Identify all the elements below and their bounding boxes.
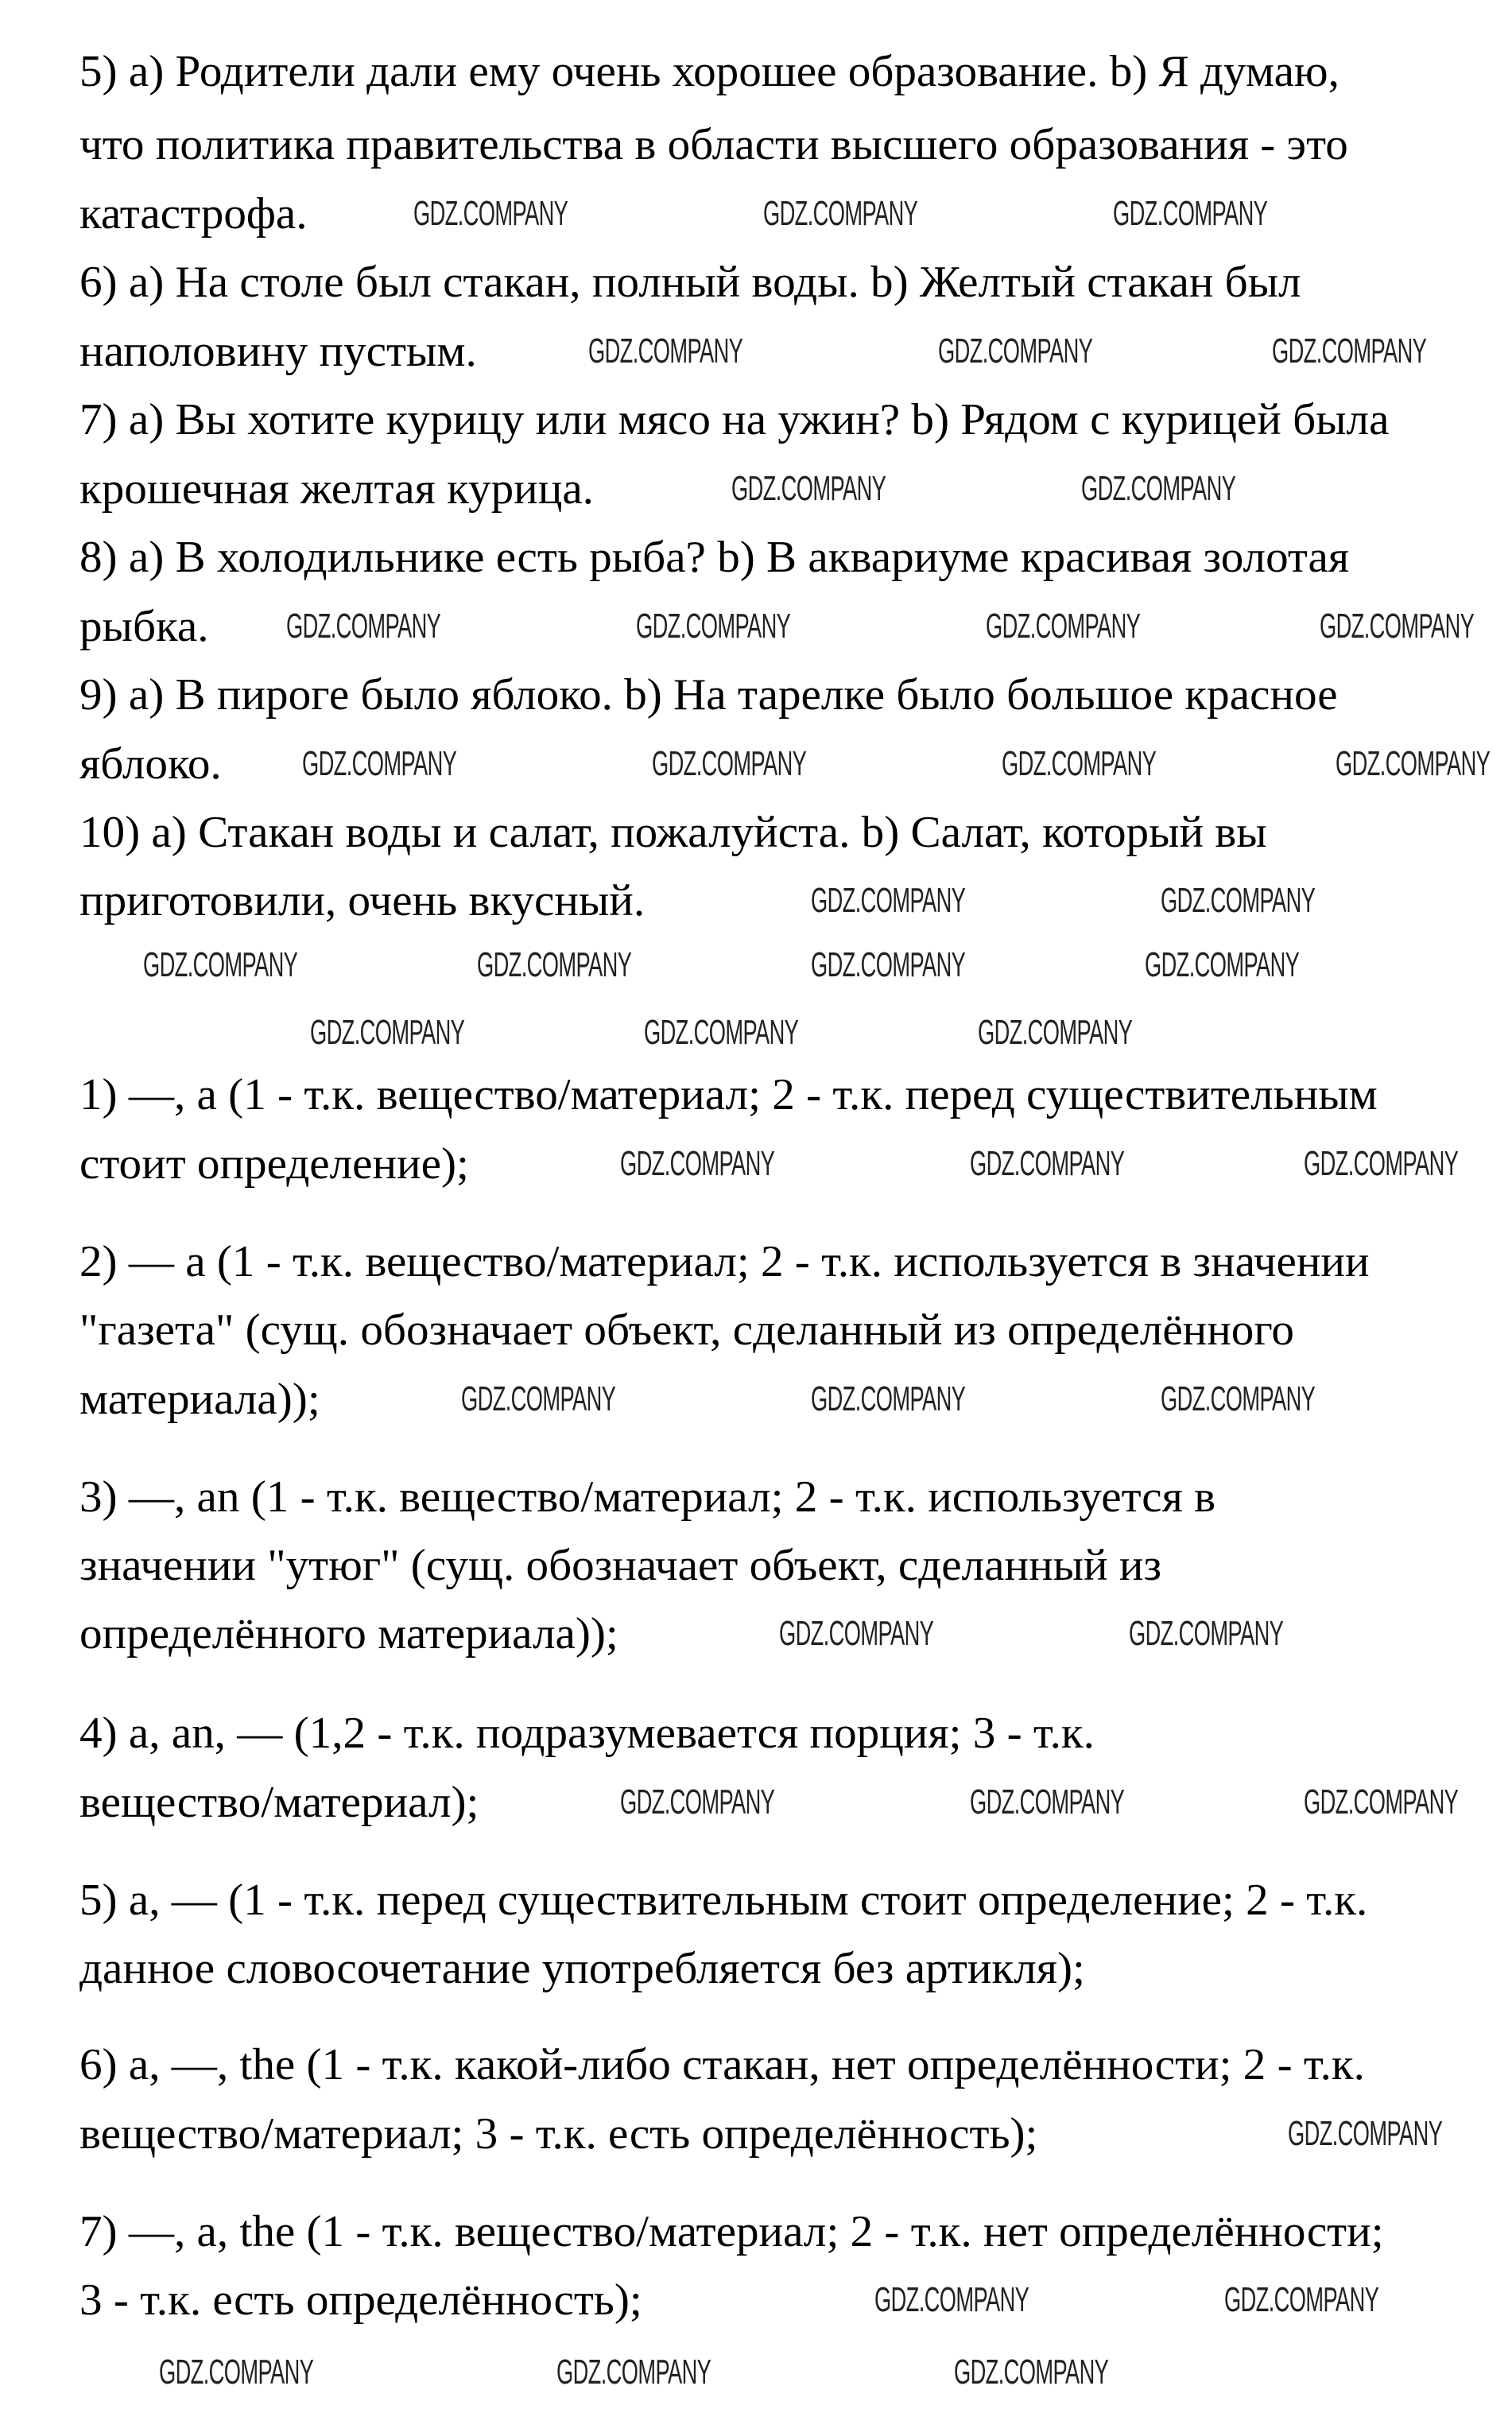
text-line: стоит определение); (79, 1139, 469, 1189)
watermark: GDZ.COMPANY (143, 945, 298, 984)
watermark: GDZ.COMPANY (1304, 1782, 1459, 1821)
watermark: GDZ.COMPANY (1272, 331, 1427, 370)
watermark: GDZ.COMPANY (286, 606, 441, 646)
watermark: GDZ.COMPANY (763, 193, 918, 233)
text-line: 5) а) Родители дали ему очень хорошее образование. b) Я думаю, (79, 47, 1339, 97)
watermark: GDZ.COMPANY (779, 1614, 934, 1654)
text-line: 9) а) В пироге было яблоко. b) На тарелке было большое красное (79, 670, 1338, 720)
watermark: GDZ.COMPANY (159, 2353, 314, 2392)
text-line: что политика правительства в области высшего образования - это (79, 120, 1348, 170)
watermark: GDZ.COMPANY (620, 1143, 775, 1183)
watermark: GDZ.COMPANY (588, 331, 743, 370)
text-line: 10) а) Стакан воды и салат, пожалуйста. b) Салат, который вы (79, 807, 1267, 857)
text-line: 4) a, an, — (1,2 - т.к. подразумевается порция; 3 - т.к. (79, 1709, 1095, 1759)
watermark: GDZ.COMPANY (986, 606, 1141, 646)
watermark: GDZ.COMPANY (1129, 1614, 1284, 1654)
watermark: GDZ.COMPANY (477, 945, 632, 984)
watermark: GDZ.COMPANY (620, 1782, 775, 1821)
watermark: GDZ.COMPANY (811, 1379, 966, 1418)
text-line: 1) —, a (1 - т.к. вещество/материал; 2 - т.к. перед существительным (79, 1070, 1378, 1120)
watermark: GDZ.COMPANY (1304, 1143, 1459, 1183)
watermark: GDZ.COMPANY (1081, 468, 1236, 508)
text-line: вещество/материал; 3 - т.к. есть определённость); (79, 2108, 1038, 2159)
watermark: GDZ.COMPANY (1320, 606, 1475, 646)
watermark: GDZ.COMPANY (970, 1143, 1125, 1183)
watermark: GDZ.COMPANY (1161, 881, 1316, 921)
text-line: данное словосочетание употребляется без артикля); (79, 1944, 1085, 1994)
watermark: GDZ.COMPANY (1145, 945, 1300, 984)
watermark: GDZ.COMPANY (811, 945, 966, 984)
watermark: GDZ.COMPANY (413, 193, 568, 233)
watermark: GDZ.COMPANY (556, 2353, 711, 2392)
text-line: 7) а) Вы хотите курицу или мясо на ужин? b) Рядом с курицей была (79, 395, 1390, 445)
watermark: GDZ.COMPANY (461, 1379, 616, 1418)
text-line: 3) —, an (1 - т.к. вещество/материал; 2 - т.к. используется в (79, 1472, 1216, 1522)
text-line: 5) a, — (1 - т.к. перед существительным стоит определение; 2 - т.к. (79, 1875, 1368, 1925)
watermark: GDZ.COMPANY (970, 1782, 1125, 1821)
watermark: GDZ.COMPANY (644, 1013, 799, 1052)
watermark: GDZ.COMPANY (731, 468, 886, 508)
watermark: GDZ.COMPANY (954, 2353, 1109, 2392)
watermark: GDZ.COMPANY (1224, 2280, 1379, 2320)
watermark: GDZ.COMPANY (1288, 2113, 1443, 2153)
watermark: GDZ.COMPANY (874, 2280, 1029, 2320)
watermark: GDZ.COMPANY (652, 743, 807, 783)
watermark: GDZ.COMPANY (302, 743, 457, 783)
text-line: яблоко. (79, 739, 222, 789)
watermark: GDZ.COMPANY (1336, 743, 1491, 783)
text-line: 6) а) На столе был стакан, полный воды. b) Желтый стакан был (79, 258, 1301, 308)
watermark: GDZ.COMPANY (636, 606, 791, 646)
text-line: 6) a, —, the (1 - т.к. какой-либо стакан, нет определённости; 2 - т.к. (79, 2040, 1365, 2090)
text-line: 2) — a (1 - т.к. вещество/материал; 2 - т.к. используется в значении (79, 1236, 1370, 1286)
text-line: вещество/материал); (79, 1777, 479, 1827)
text-line: материала)); (79, 1374, 320, 1424)
text-line: значении "утюг" (сущ. обозначает объект, сделанный из (79, 1541, 1162, 1591)
watermark: GDZ.COMPANY (310, 1013, 465, 1052)
text-line: рыбка. (79, 601, 209, 651)
watermark: GDZ.COMPANY (811, 881, 966, 921)
text-line: 7) —, a, the (1 - т.к. вещество/материал; 2 - т.к. нет определённости; (79, 2206, 1384, 2256)
watermark: GDZ.COMPANY (1161, 1379, 1316, 1418)
text-line: приготовили, очень вкусный. (79, 876, 646, 926)
text-line: крошечная желтая курица. (79, 464, 594, 514)
text-line: катастрофа. (79, 188, 308, 239)
watermark: GDZ.COMPANY (978, 1013, 1133, 1052)
watermark: GDZ.COMPANY (938, 331, 1093, 370)
text-line: определённого материала)); (79, 1609, 618, 1659)
text-line: 3 - т.к. есть определённость); (79, 2275, 642, 2326)
watermark: GDZ.COMPANY (1002, 743, 1157, 783)
text-line: наполовину пустым. (79, 326, 477, 376)
text-line: 8) а) В холодильнике есть рыба? b) В аквариуме красивая золотая (79, 533, 1350, 583)
text-line: "газета" (сущ. обозначает объект, сделанный из определённого (79, 1305, 1294, 1356)
watermark: GDZ.COMPANY (1113, 193, 1268, 233)
